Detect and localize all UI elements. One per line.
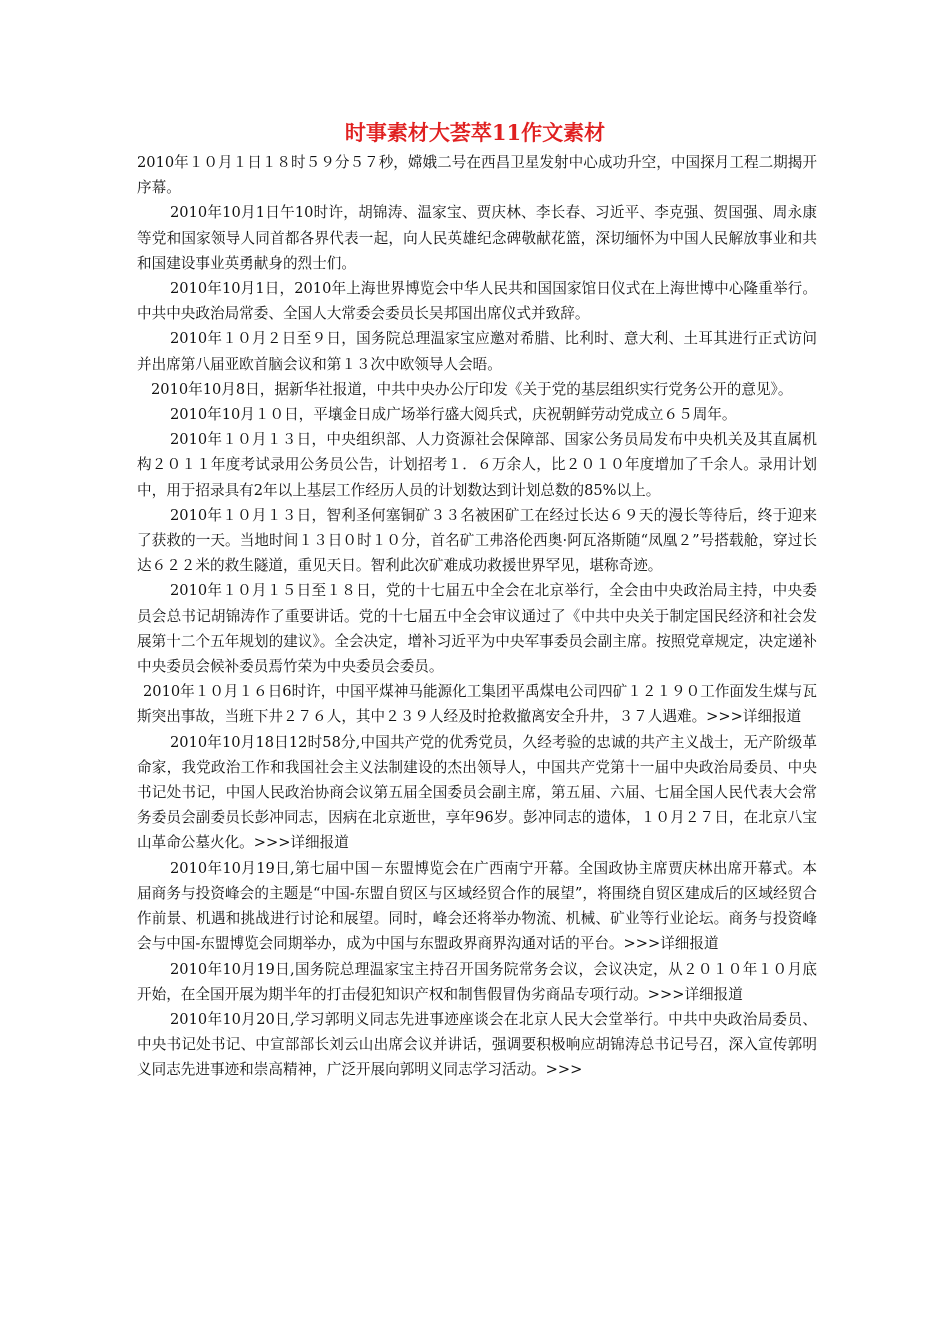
paragraph: 2010年10月20日,学习郭明义同志先进事迹座谈会在北京人民大会堂举行。中共中央政治局委员、中央书记处书记、中宣部部长刘云山出席会议并讲话，强调要积极响应胡锦涛总书记号召，深入宣传郭明义同志先进事迹和崇高精神，广泛开展向郭明义同志学习活动。>>> [137, 1010, 817, 1079]
paragraph: 2010年１０月１日１８时５９分５７秒，嫦娥二号在西昌卫星发射中心成功升空，中国探月工程二期揭开序幕。 [137, 154, 817, 197]
paragraph: 2010年１０月１３日，智利圣何塞铜矿３３名被困矿工在经过长达６９天的漫长等待后，终于迎来了获救的一天。当地时间１３日０时１０分，首名矿工弗洛伦西奥·阿瓦洛斯随“凤凰２”号搭载舱，穿过长达６２２米的救生隧道，重见天日。智利此次矿难成功救援世界罕见，堪称奇迹。 [137, 506, 817, 575]
paragraph: 2010年10月19日,国务院总理温家宝主持召开国务院常务会议，会议决定，从２０１０年１０月底开始，在全国开展为期半年的打击侵犯知识产权和制售假冒伪劣商品专项行动。>>>详细报道 [137, 960, 817, 1003]
paragraph: 2010年10月18日12时58分,中国共产党的优秀党员，久经考验的忠诚的共产主义战士，无产阶级革命家，我党政治工作和我国社会主义法制建设的杰出领导人，中国共产党第十一届中央政治局委员、中央书记处书记，中国人民政治协商会议第五届全国委员会副主席，第五届、六届、七届全国人民代表大会常务委员会副委员长彭冲同志，因病在北京逝世，享年96岁。彭冲同志的遗体，１０月２７日，在北京八宝山革命公墓火化。>>>详细报道 [137, 733, 817, 852]
paragraph: 2010年10月8日，据新华社报道，中共中央办公厅印发《关于党的基层组织实行党务公开的意见》。 [151, 380, 793, 398]
paragraph: 2010年10月１０日，平壤金日成广场举行盛大阅兵式，庆祝朝鲜劳动党成立６５周年。 [170, 406, 737, 424]
paragraph: 2010年１０月２日至９日，国务院总理温家宝应邀对希腊、比利时、意大利、土耳其进行正式访问并出席第八届亚欧首脑会议和第１３次中欧领导人会晤。 [137, 330, 817, 373]
paragraph: 2010年10月1日，2010年上海世界博览会中华人民共和国国家馆日仪式在上海世博中心隆重举行。中共中央政治局常委、全国人大常委会委员长吴邦国出席仪式并致辞。 [137, 280, 817, 323]
paragraph: 2010年１０月１５日至１８日，党的十七届五中全会在北京举行，全会由中央政治局主持，中央委员会总书记胡锦涛作了重要讲话。党的十七届五中全会审议通过了《中共中央关于制定国民经济和社会发展第十二个五年规划的建议》。全会决定，增补习近平为中央军事委员会副主席。按照党章规定，决定递补中央委员会候补委员焉竹荣为中央委员会委员。 [137, 582, 817, 676]
paragraph: 2010年10月1日午10时许，胡锦涛、温家宝、贾庆林、李长春、习近平、李克强、贺国强、周永康等党和国家领导人同首都各界代表一起，向人民英雄纪念碑敬献花篮，深切缅怀为中国人民解放事业和共和国建设事业英勇献身的烈士们。 [137, 204, 817, 272]
document-title: 时事素材大荟萃11作文素材 [344, 120, 606, 145]
paragraph: 2010年10月19日,第七届中国－东盟博览会在广西南宁开幕。全国政协主席贾庆林出席开幕式。本届商务与投资峰会的主题是“中国-东盟自贸区与区域经贸合作的展望”，将围绕自贸区建成后的区域经贸合作前景、机遇和挑战进行讨论和展望。同时，峰会还将举办物流、机械、矿业等行业论坛。商务与投资峰会与中国-东盟博览会同期举办，成为中国与东盟政界商界沟通对话的平台。>>>详细报道 [137, 859, 817, 953]
document-body [137, 150, 817, 1083]
paragraph: 2010年１０月１６日6时许，中国平煤神马能源化工集团平禹煤电公司四矿１２１９０工作面发生煤与瓦斯突出事故，当班下井２７６人，其中２３９人经及时抢救撤离安全升井，３７人遇难。>>>详细报道 [137, 683, 817, 726]
paragraph: 2010年１０月１３日，中央组织部、人力资源社会保障部、国家公务员局发布中央机关及其直属机构２０１１年度考试录用公务员公告，计划招考１．６万余人，比２０１０年度增加了千余人。录用计划中，用于招录具有2年以上基层工作经历人员的计划数达到计划总数的85%以上。 [137, 431, 817, 499]
